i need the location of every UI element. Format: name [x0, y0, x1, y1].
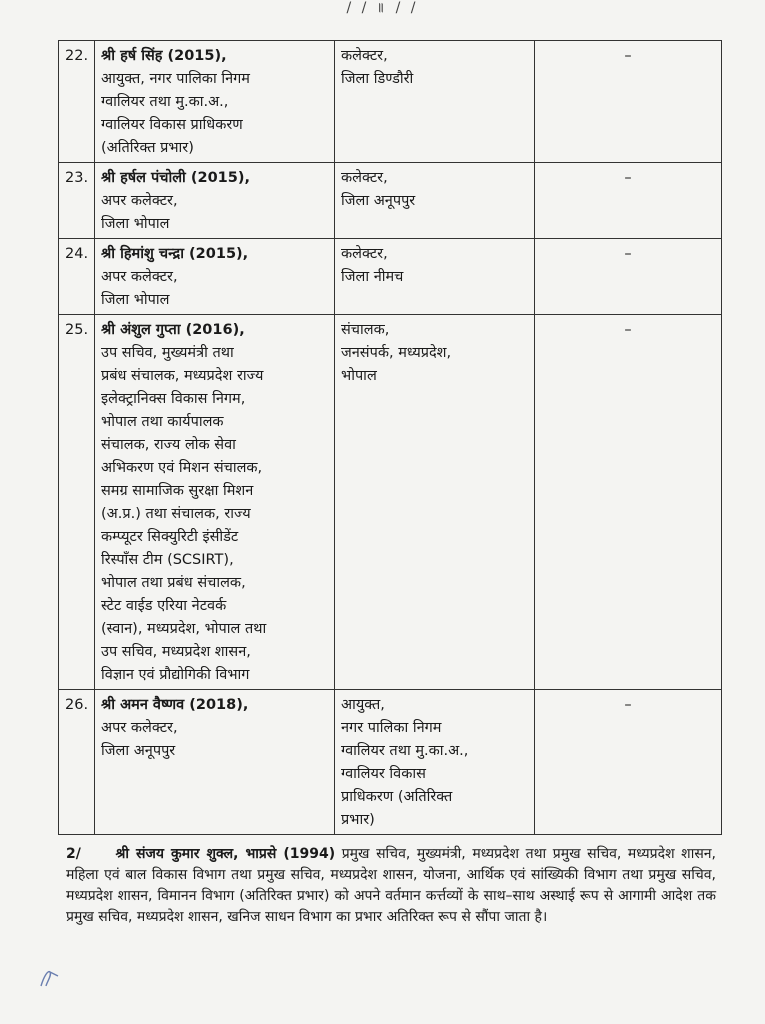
new-post-cell — [335, 690, 535, 835]
current-post-line: समग्र सामाजिक सुरक्षा मिशन — [101, 483, 254, 499]
remark-cell: – — [535, 41, 722, 163]
new-post-line: कलेक्टर, — [341, 48, 388, 64]
current-post-line: कम्प्यूटर सिक्युरिटी इंसीडेंट — [101, 529, 239, 545]
officer-cell — [95, 239, 335, 315]
current-post-line: विज्ञान एवं प्रौद्योगिकी विभाग — [101, 667, 250, 683]
current-post-line: जिला भोपाल — [101, 216, 170, 232]
table-row — [59, 690, 722, 835]
current-post-line: अपर कलेक्टर, — [101, 193, 178, 209]
officer-name: श्री अंशुल गुप्ता (2016), — [101, 322, 245, 338]
current-post-line: जिला अनूपपुर — [101, 743, 176, 759]
new-post-line: संचालक, — [341, 322, 390, 338]
remark-cell: – — [535, 163, 722, 239]
current-post-line: (स्वान), मध्यप्रदेश, भोपाल तथा — [101, 621, 267, 637]
new-post-cell — [335, 41, 535, 163]
current-post-line: आयुक्त, नगर पालिका निगम — [101, 71, 250, 87]
new-post-cell — [335, 315, 535, 690]
current-post-line: संचालक, राज्य लोक सेवा — [101, 437, 236, 453]
officer-cell — [95, 163, 335, 239]
officer-name: श्री हर्षल पंचोली (2015), — [101, 170, 250, 186]
current-post-line: भोपाल तथा कार्यपालक — [101, 414, 224, 430]
transfer-table — [58, 40, 722, 835]
remark-cell: – — [535, 315, 722, 690]
serial-number: 26. — [59, 690, 95, 835]
new-post-cell — [335, 239, 535, 315]
current-post-line: ग्वालियर विकास प्राधिकरण — [101, 117, 243, 133]
current-post-line: उप सचिव, मुख्यमंत्री तथा — [101, 345, 234, 361]
officer-cell — [95, 41, 335, 163]
table-row — [59, 163, 722, 239]
officer-name: श्री हर्ष सिंह (2015), — [101, 48, 227, 64]
serial-number: 22. — [59, 41, 95, 163]
remark-cell: – — [535, 690, 722, 835]
current-post-line: स्टेट वाईड एरिया नेटवर्क — [101, 598, 227, 614]
serial-number: 23. — [59, 163, 95, 239]
current-post-line: भोपाल तथा प्रबंध संचालक, — [101, 575, 246, 591]
officer-cell — [95, 690, 335, 835]
new-post-line: प्राधिकरण (अतिरिक्त — [341, 789, 453, 805]
officer-name: श्री हिमांशु चन्द्रा (2015), — [101, 246, 249, 262]
page-number-mark: / / ꠱ / / — [346, 0, 419, 16]
remark-cell: – — [535, 239, 722, 315]
new-post-line: कलेक्टर, — [341, 246, 388, 262]
current-post-line: ग्वालियर तथा मु.का.अ., — [101, 94, 229, 110]
new-post-line: कलेक्टर, — [341, 170, 388, 186]
current-post-line: अभिकरण एवं मिशन संचालक, — [101, 460, 263, 476]
new-post-line: नगर पालिका निगम — [341, 720, 442, 736]
table-row — [59, 41, 722, 163]
paragraph-2 — [66, 844, 716, 928]
table-row — [59, 315, 722, 690]
officer-cell — [95, 315, 335, 690]
new-post-cell — [335, 163, 535, 239]
new-post-line: जिला डिण्डौरी — [341, 71, 414, 87]
new-post-line: आयुक्त, — [341, 697, 385, 713]
paragraph-text: प्रमुख सचिव, मुख्यमंत्री, मध्यप्रदेश तथा प्रमुख सचिव, मध्यप्रदेश शासन, महिला एवं बाल विकास विभाग तथा प्रमुख सचिव, मध्यप्रदेश शासन, योजना, आर्थिक एवं सांख्यिकी विभाग तथा प्रमुख सचिव, मध्यप्रदेश शासन, विमानन विभाग (अतिरिक्त प्रभार) को अपने वर्तमान कर्त्तव्यों के साथ–साथ अस्थाई रूप से आगामी आदेश तक प्रमुख सचिव, मध्यप्रदेश शासन, खनिज साधन विभाग का प्रभार अतिरिक्त रूप से सौंपा जाता है। — [66, 846, 717, 925]
current-post-line: (अ.प्र.) तथा संचालक, राज्य — [101, 506, 251, 522]
paragraph-lead-name: श्री संजय कुमार शुक्ल, भाप्रसे (1994) — [115, 846, 336, 862]
current-post-line: प्रबंध संचालक, मध्यप्रदेश राज्य — [101, 368, 264, 384]
current-post-line: (अतिरिक्त प्रभार) — [101, 140, 194, 156]
current-post-line: अपर कलेक्टर, — [101, 720, 178, 736]
serial-number: 25. — [59, 315, 95, 690]
serial-number: 24. — [59, 239, 95, 315]
current-post-line: उप सचिव, मध्यप्रदेश शासन, — [101, 644, 251, 660]
handwritten-mark-icon — [38, 966, 64, 988]
new-post-line: जनसंपर्क, मध्यप्रदेश, — [341, 345, 452, 361]
table-row — [59, 239, 722, 315]
officer-name: श्री अमन वैष्णव (2018), — [101, 697, 249, 713]
paragraph-number: 2/ — [66, 846, 81, 862]
new-post-line: प्रभार) — [341, 812, 375, 828]
new-post-line: ग्वालियर विकास — [341, 766, 426, 782]
new-post-line: जिला नीमच — [341, 269, 404, 285]
current-post-line: अपर कलेक्टर, — [101, 269, 178, 285]
current-post-line: इलेक्ट्रानिक्स विकास निगम, — [101, 391, 246, 407]
new-post-line: जिला अनूपपुर — [341, 193, 416, 209]
new-post-line: ग्वालियर तथा मु.का.अ., — [341, 743, 469, 759]
new-post-line: भोपाल — [341, 368, 377, 384]
current-post-line: जिला भोपाल — [101, 292, 170, 308]
current-post-line: रिस्पॉंस टीम (SCSIRT), — [101, 552, 234, 568]
